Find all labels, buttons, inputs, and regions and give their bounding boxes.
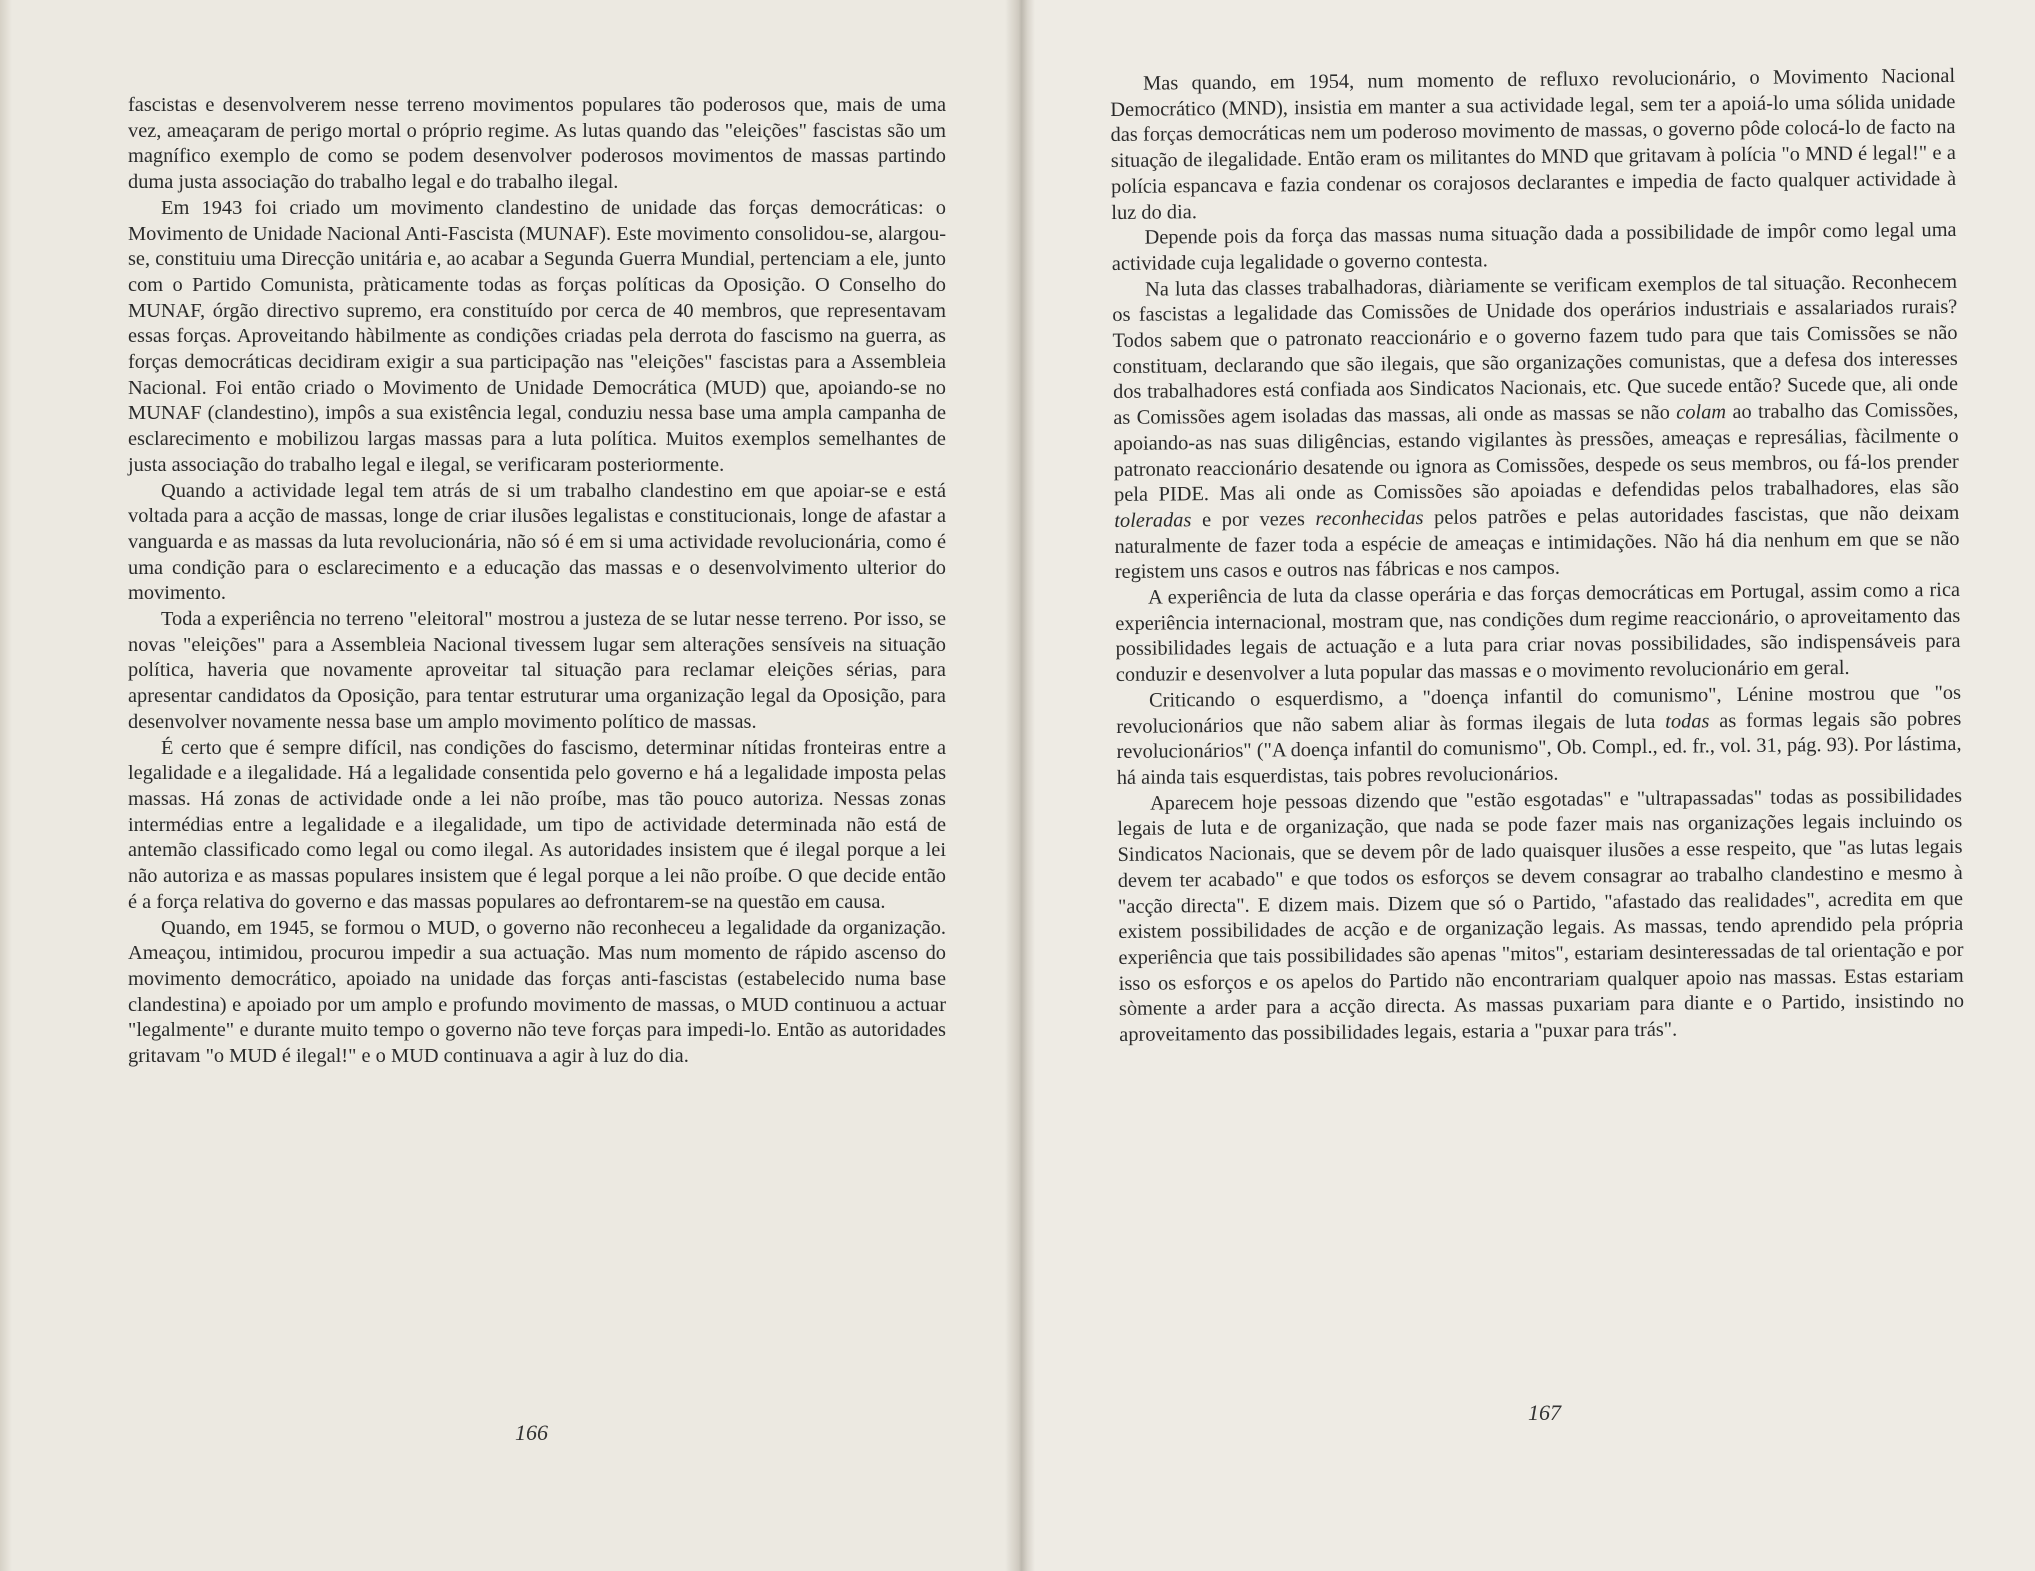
italic-text: reconhecidas [1315,506,1424,531]
paragraph [1116,681,1962,792]
paragraph [1112,270,1960,587]
italic-text: colam [1676,401,1727,424]
italic-text: todas [1665,709,1710,733]
paragraph [1110,64,1956,226]
page-number-right: 167 [1528,1400,1561,1425]
text-run: ao trabalho das Comissões, apoiando-as nas suas diligências, estando vigilantes às pressões, ameaças e represálias, fàcilmente o patronato reaccionário desatende ou ignora as Comissões, despede os seus membros, ou fá-los prender pela PIDE. Mas ali onde as Comissões são apoiadas e defendidas pelos trabalhadores, elas são [1113,399,1960,507]
page-number-left: 166 [515,1420,548,1445]
paragraph: É certo que é sempre difícil, nas condições do fascismo, determinar nítidas fronteiras entre a legalidade e a ilegalidade. Há a legalidade consentida pelo governo e há a legalidade imposta pelas massas. Há zonas de actividade onde a lei não proíbe, mas tão pouco autoriza. Nessas zonas intermédias entre a legalidade e a ilegalidade, um tipo de actividade determinada não está de antemão classificado como legal ou como ilegal. As autoridades insistem que é ilegal porque a lei não autoriza e as massas populares insistem que é legal porque a lei não proíbe. O que decide então é a força relativa do governo e das massas populares ao defrontarem-se na questão em causa. [128,736,946,913]
paragraph: Toda a experiência no terreno "eleitoral" mostrou a justeza de se lutar nesse terreno. Por isso, se novas "eleições" para a Assembleia Nacional tivessem lugar sem alterações sensíveis na situação política, haveria que novamente aproveitar tal situação para reclamar eleições sérias, para apresentar candidatos da Oposição, para tentar estruturar uma organização legal da Oposição, para desenvolver novamente nessa base um amplo movimento político de massas. [128,608,946,733]
paragraph: Quando a actividade legal tem atrás de si um trabalho clandestino em que apoiar-se e está voltada para a acção de massas, longe de criar ilusões legalistas e constitucionais, longe de afastar a vanguarda e as massas da luta revolucionária, não só é em si uma actividade revolucionária, como é uma condição para o esclarecimento e a educação das massas e o desenvolvimento ulterior do movimento. [128,479,946,605]
left-page-body [128,93,946,1070]
paragraph: Em 1943 foi criado um movimento clandestino de unidade das forças democráticas: o Movimento de Unidade Nacional Anti-Fascista (MUNAF). Este movimento consolidou-se, alargou-se, constituiu uma Direcção unitária e, ao acabar a Segunda Guerra Mundial, pertenciam a ele, junto com o Partido Comunista, pràticamente todas as forças políticas da Oposição. O Conselho do MUNAF, órgão directivo supremo, era constituído por cerca de 40 membros, que representavam essas forças. Aproveitando hàbilmente as condições criadas pela derrota do fascismo na guerra, as forças democráticas decidiram exigir a sua participação nas "eleições" fascistas para a Assembleia Nacional. Foi então criado o Movimento de Unidade Democrática (MUD) que, apoiando-se no MUNAF (clandestino), impôs a sua existência legal, conduziu nessa base uma ampla campanha de esclarecimento e mobilizou largas massas para a luta política. Muitos exemplos semelhantes de justa associação do trabalho legal e ilegal, se verificaram posteriormente. [128,196,946,476]
paragraph [1111,218,1956,278]
page-edge-shadow [0,0,12,1571]
text-run: A experiência de luta da classe operária e das forças democráticas em Portugal, assim como a rica experiência internacional, mostram que, nas condições dum regime reaccionário, o aproveitamento das possibilidades legais de actuação e a luta para criar novas possibilidades, são indispensáveis para conduzir e desenvolver a luta popular das massas e o movimento revolucionário em geral. [1115,578,1961,687]
book-gutter [1005,0,1035,1571]
right-page-body [1110,64,1964,1049]
text-run: Na luta das classes trabalhadoras, diàriamente se verificam exemplos de tal situação. Reconhecem os fascistas a legalidade das Comissões de Unidade dos operários industriais e assalariados rurais? Todos sabem que o patronato reaccionário e o governo fazem tudo para que tais Comissões se não constituam, declarando que são ilegais, que são organizações comunistas, que a defesa dos interesses dos trabalhadores está confiada aos Sindicatos Nacionais, etc. Que sucede então? Sucede que, ali onde as Comissões agem isoladas das massas, ali onde as massas se não [1112,270,1959,430]
text-run: Aparecem hoje pessoas dizendo que "estão esgotadas" e "ultrapassadas" todas as possibilidades legais de luta e de organização, que nada se pode fazer mais nas organizações legais incluindo os Sindicatos Nacionais, que se devem pôr de lado quaisquer ilusões a esse respeito, que "as lutas legais devem ter acabado" e que todos os esforços se devem consagrar ao trabalho clandestino e mesmo à "acção directa". E dizem mais. Dizem que só o Partido, "afastado das realidades", acredita em que existem possibilidades de acção e de organização legais. As massas, tendo aprendido pela própria experiência que tais possibilidades são apenas "mitos", estariam desinteressadas de tal orientação e por isso os esforços e os apelos do Partido não encontrariam qualquer apoio nas massas. Estas estariam sòmente a arder para a acção directa. As massas puxariam para diante e o Partido, insistindo no aproveitamento das possibilidades legais, estaria a "puxar para trás". [1117,784,1965,1046]
text-run: as formas legais são pobres revolucionários" ("A doença infantil do comunismo", Ob. Compl., ed. fr., vol. 31, pág. 93). Por lástima, há ainda tais esquerdistas, tais pobres revolucionários. [1116,707,1962,789]
text-run: e por vezes [1191,508,1316,532]
paragraph [1115,578,1961,689]
paragraph [1117,784,1964,1049]
paragraph: Quando, em 1945, se formou o MUD, o governo não reconheceu a legalidade da organização. Ameaçou, intimidou, procurou impedir a sua actuação. Mas num momento de rápido ascenso do movimento democrático, apoiado na unidade das forças anti-fascistas (estabelecido numa base clandestina) e apoiado por um amplo e profundo movimento de massas, o MUD continuou a actuar "legalmente" e durante muito tempo o governo não teve forças para impedi-lo. Então as autoridades gritavam "o MUD é ilegal!" e o MUD continuava a agir à luz do dia. [128,916,946,1068]
text-run: Mas quando, em 1954, num momento de refluxo revolucionário, o Movimento Nacional Democrático (MND), insistia em manter a sua actividade legal, sem ter a apoiá-lo uma sólida unidade das forças democráticas nem um poderoso movimento de massas, o governo pôde colocá-lo de facto na situação de ilegalidade. Então eram os militantes do MND que gritavam à polícia "o MND é legal!" e a polícia espancava e fazia condenar os corajosos declarantes e impedia de facto qualquer actividade à luz do dia. [1110,64,1957,224]
italic-text: toleradas [1114,509,1192,532]
text-run: Criticando o esquerdismo, a "doença infantil do comunismo", Lénine mostrou que "os revolucionários que não sabem aliar às formas ilegais de luta [1116,681,1962,738]
paragraph: fascistas e desenvolverem nesse terreno movimentos populares tão poderosos que, mais de uma vez, ameaçaram de perigo mortal o próprio regime. As lutas quando das "eleições" fascistas são um magnífico exemplo de como se podem desenvolver poderosos movimentos de massas partindo duma justa associação do trabalho legal e do trabalho ilegal. [128,94,946,194]
text-run: Depende pois da força das massas numa situação dada a possibilidade de impôr como legal uma actividade cuja legalidade o governo contesta. [1111,219,1957,275]
right-page [1020,0,2035,1571]
text-run: pelos patrões e pelas autoridades fascistas, que não deixam naturalmente de fazer toda a espécie de ameaças e intimidações. Não há dia nenhum em que se não registem uns casos e outros nas fábricas e nos campos. [1114,501,1960,584]
